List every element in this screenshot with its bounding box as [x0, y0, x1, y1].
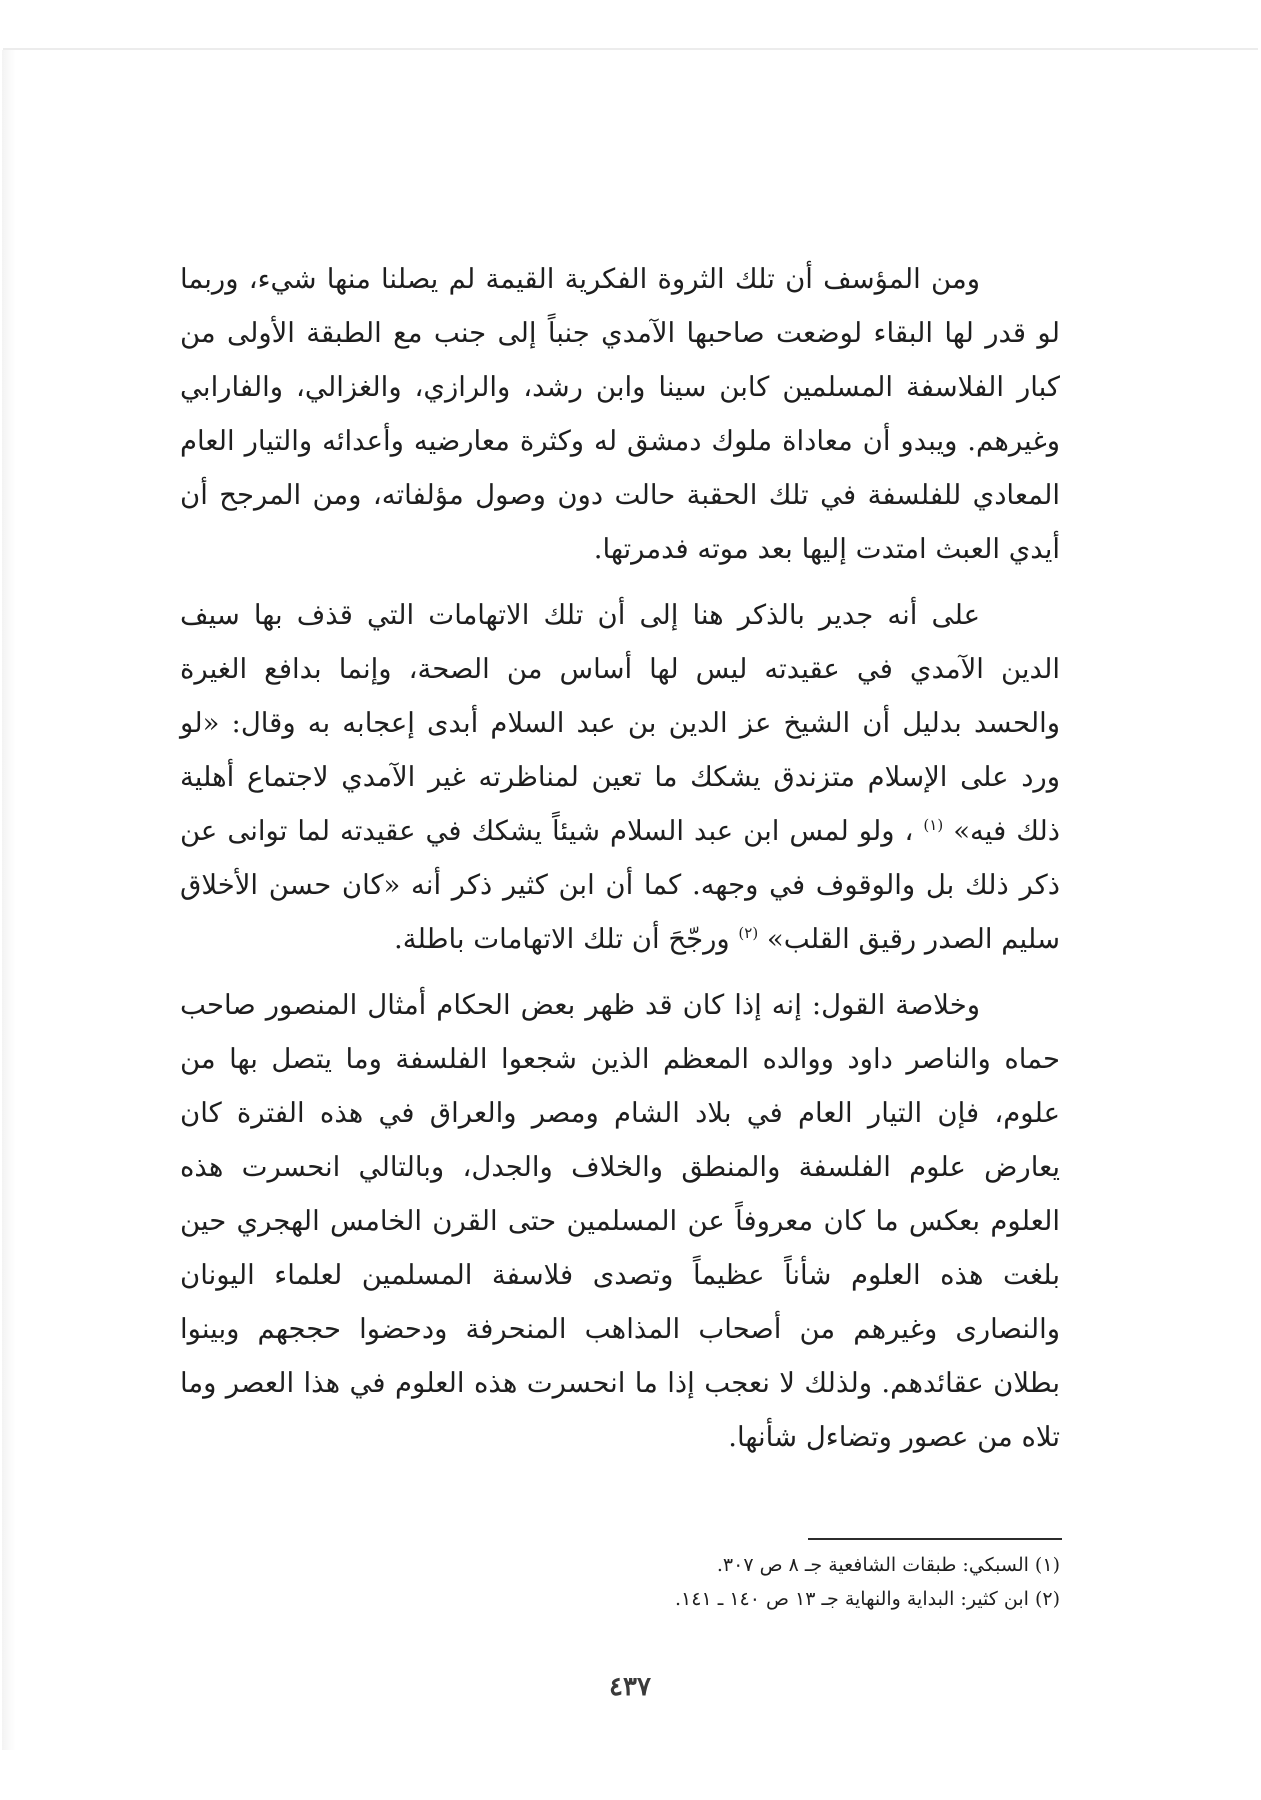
footnote-reference-1[interactable]: (١): [923, 815, 944, 834]
paragraph-3: [180, 978, 1060, 1464]
footnote-reference-2[interactable]: (٢): [738, 923, 759, 942]
body-text: [180, 252, 1060, 1464]
paragraph-text: ورجّحَ أن تلك الاتهامات باطلة.: [394, 923, 730, 955]
paragraph-text: على أنه جدير بالذكر هنا إلى أن تلك الاتهامات التي قذف بها سيف الدين الآمدي في عقيدته ليس لها أساس من الصحة، وإنما بدافع الغيرة والحسد بدليل أن الشيخ عز الدين بن عبد السلام أبدى إعجابه به وقال: «لو ورد على الإسلام متزندق يشكك ما تعين لمناظرته غير الآمدي لاجتماع أهلية ذلك فيه»: [180, 599, 1061, 847]
footnote-2: (٢) ابن كثير: البداية والنهاية جـ ١٣ ص ١٤٠ ـ ١٤١.: [675, 1588, 1060, 1610]
footnote-separator: [808, 1538, 1062, 1540]
paragraph-text: وخلاصة القول: إنه إذا كان قد ظهر بعض الحكام أمثال المنصور صاحب حماه والناصر داود ووالده المعظم الذين شجعوا الفلسفة وما يتصل بها من علوم، فإن التيار العام في بلاد الشام ومصر والعراق في هذه الفترة كان يعارض علوم الفلسفة والمنطق والخلاف والجدل، وبالتالي انحسرت هذه العلوم بعكس ما كان معروفاً عن المسلمين حتى القرن الخامس الهجري حين بلغت هذه العلوم شأناً عظيماً وتصدى فلاسفة المسلمين لعلماء اليونان والنصارى وغيرهم من أصحاب المذاهب المنحرفة ودحضوا حججهم وبينوا بطلان عقائدهم. ولذلك لا نعجب إذا ما انحسرت هذه العلوم في هذا العصر وما تلاه من عصور وتضاءل شأنها.: [180, 989, 1060, 1453]
page-number: ٤٣٧: [609, 1672, 651, 1702]
scan-edge-left: [2, 50, 16, 1750]
footnote-1: (١) السبكي: طبقات الشافعية جـ ٨ ص ٣٠٧.: [716, 1554, 1060, 1576]
paragraph-2: [180, 588, 1060, 966]
paragraph-text: ومن المؤسف أن تلك الثروة الفكرية القيمة لم يصلنا منها شيء، وربما لو قدر لها البقاء لوضعت صاحبها الآمدي جنباً إلى جنب مع الطبقة الأولى من كبار الفلاسفة المسلمين كابن سينا وابن رشد، والرازي، والغزالي، والفارابي وغيرهم. ويبدو أن معاداة ملوك دمشق له وكثرة معارضيه وأعدائه والتيار العام المعادي للفلسفة في تلك الحقبة حالت دون وصول مؤلفاته، ومن المرجح أن أيدي العبث امتدت إليها بعد موته فدمرتها.: [180, 263, 1060, 565]
scan-edge-top: [3, 48, 1258, 50]
paragraph-1: [180, 252, 1060, 576]
paragraph-text: ، ولو لمس ابن عبد السلام شيئاً يشكك في عقيدته لما توانى عن ذكر ذلك بل والوقوف في وجهه. كما أن ابن كثير ذكر أنه «كان حسن الأخلاق سليم الصدر رقيق القلب»: [180, 815, 1060, 955]
footnotes: [560, 1548, 1060, 1616]
